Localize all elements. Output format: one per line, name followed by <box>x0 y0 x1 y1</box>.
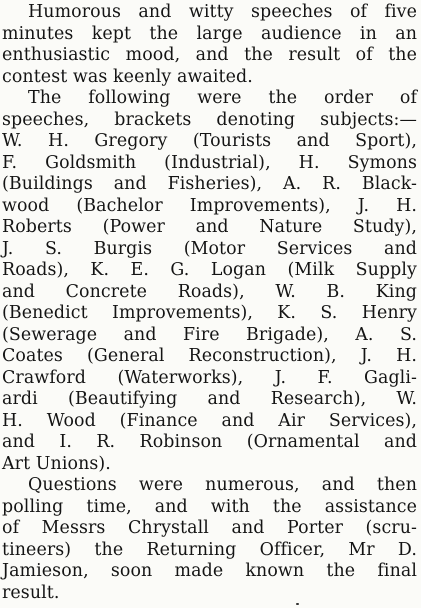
text-line: J. S. Burgis (Motor Services and <box>2 238 417 259</box>
text-line: H. Wood (Finance and Air Services), <box>2 410 417 431</box>
text-line: and Concrete Roads), W. B. King <box>2 281 417 302</box>
text-line: enthusiastic mood, and the result of the <box>2 45 417 65</box>
text-line: tineers) the Returning Officer, Mr D. <box>2 539 417 560</box>
text-line: Roads), K. E. G. Logan (Milk Supply <box>2 260 417 280</box>
text-line: of Messrs Chrystall and Porter (scru- <box>2 518 417 538</box>
text-line: Jamieson, soon made known the final <box>2 561 417 581</box>
text-line: Roberts (Power and Nature Study), <box>2 217 417 237</box>
text-line: contest was keenly awaited. <box>2 66 253 87</box>
text-line: polling time, and with the assistance <box>2 496 417 517</box>
print-speck <box>296 603 299 605</box>
text-line: The following were the order of <box>28 88 417 108</box>
text-line: (Benedict Improvements), K. S. Henry <box>2 303 417 323</box>
text-line: (Buildings and Fisheries), A. R. Black- <box>2 174 417 194</box>
text-line: wood (Bachelor Improvements), J. H. <box>2 195 417 216</box>
text-line: Coates (General Reconstruction), J. H. <box>2 346 417 366</box>
text-line: Art Unions). <box>2 453 111 474</box>
text-line: F. Goldsmith (Industrial), H. Symons <box>2 152 417 173</box>
text-line: Humorous and witty speeches of five <box>28 2 417 22</box>
text-line: result. <box>2 582 60 603</box>
text-line: W. H. Gregory (Tourists and Sport), <box>2 131 417 151</box>
text-line: (Sewerage and Fire Brigade), A. S. <box>2 324 417 345</box>
text-line: and I. R. Robinson (Ornamental and <box>2 432 417 452</box>
text-line: speeches, brackets denoting subjects:— <box>2 109 417 130</box>
text-line: Crawford (Waterworks), J. F. Gagli- <box>2 367 417 388</box>
text-line: ardi (Beautifying and Research), W. <box>2 389 417 409</box>
text-line: Questions were numerous, and then <box>28 475 417 495</box>
text-line: minutes kept the large audience in an <box>2 23 417 44</box>
